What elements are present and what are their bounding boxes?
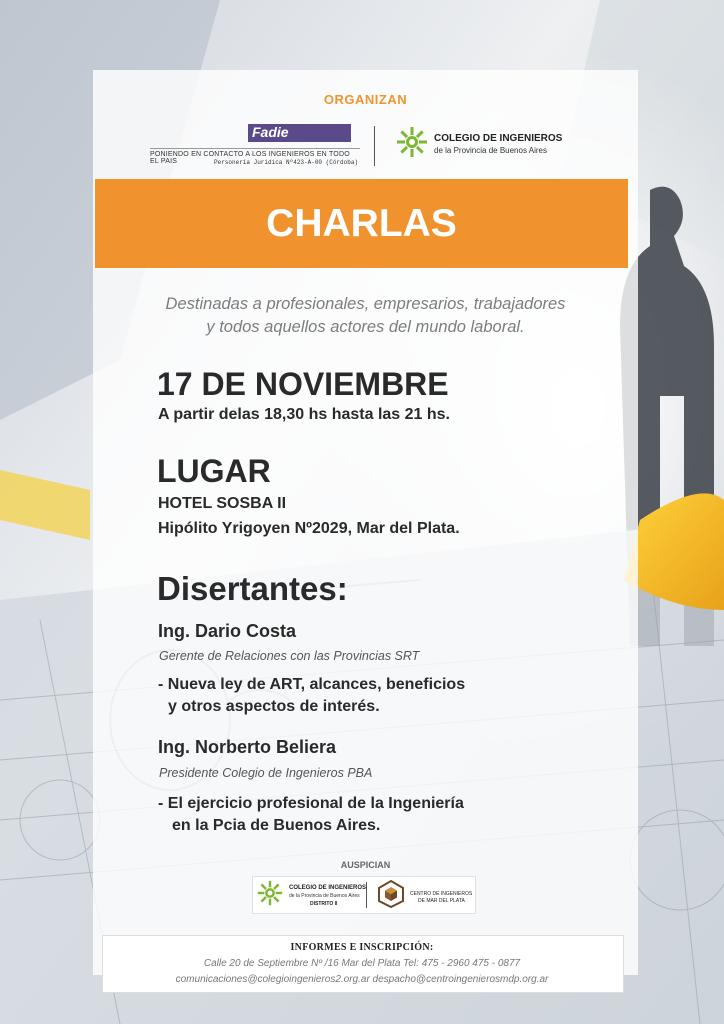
colegio-name: COLEGIO DE INGENIEROS <box>434 133 563 144</box>
sponsor-centro-subtitle: DE MAR DEL PLATA <box>418 898 465 904</box>
sponsor-divider <box>366 882 367 908</box>
venue-title: LUGAR <box>157 453 271 489</box>
banner-title: CHARLAS <box>266 202 457 245</box>
speaker-1-role: Gerente de Relaciones con las Provincias SRT <box>159 649 420 663</box>
colegio-subtitle: de la Provincia de Buenos Aires <box>434 146 547 155</box>
venue-name: HOTEL SOSBA II <box>158 495 287 512</box>
logo-divider <box>374 126 375 166</box>
centro-logo-icon <box>376 879 406 909</box>
sponsor-colegio-name: COLEGIO DE INGENIEROS <box>289 885 367 891</box>
footer-emails: comunicaciones@colegioingenieros2.org.ar despacho@centroingenierosmdp.org.ar <box>175 974 549 985</box>
date-title: 17 DE NOVIEMBRE <box>157 366 449 402</box>
sponsor-centro-name: CENTRO DE INGENIEROS <box>410 891 473 897</box>
organizers-heading: ORGANIZAN <box>323 92 408 107</box>
speaker-1-topic-line-1: - Nueva ley de ART, alcances, beneficios <box>158 676 466 693</box>
fadie-logo <box>248 124 351 142</box>
speaker-1-topic <box>158 674 465 718</box>
venue-address: Hipólito Yrigoyen Nº2029, Mar del Plata. <box>158 520 460 537</box>
speaker-2-name: Ing. Norberto Beliera <box>158 737 337 757</box>
fadie-logo-text: Fadie <box>252 124 289 140</box>
sponsors-heading: AUSPICIAN <box>340 860 391 870</box>
sponsor-colegio-district: DISTRITO II <box>310 901 338 907</box>
footer-title: INFORMES E INSCRIPCIÓN: <box>290 942 434 953</box>
charlas-banner <box>95 179 628 268</box>
speaker-2-topic <box>158 793 464 837</box>
date-schedule: A partir delas 18,30 hs hasta las 21 hs. <box>158 406 450 423</box>
colegio-distrito-logo-icon <box>257 880 283 906</box>
speaker-2-topic-line-2: en la Pcia de Buenos Aires. <box>172 817 381 834</box>
footer-address: Calle 20 de Septiembre Nº /16 Mar del Plata Tel: 475 - 2960 475 - 0877 <box>203 958 521 969</box>
colegio-logo-icon <box>396 126 428 158</box>
intro-text <box>93 293 638 339</box>
fadie-tagline: PONIENDO EN CONTACTO A LOS INGENIEROS EN TODO EL PAIS <box>150 148 360 165</box>
speaker-2-topic-line-1: - El ejercicio profesional de la Ingeniería <box>158 795 464 812</box>
speaker-1-name: Ing. Dario Costa <box>158 621 297 641</box>
speaker-1-topic-line-2: y otros aspectos de interés. <box>168 698 380 715</box>
speakers-title: Disertantes: <box>157 570 348 607</box>
intro-line-2: y todos aquellos actores del mundo laboral. <box>206 318 525 336</box>
intro-line-1: Destinadas a profesionales, empresarios, trabajadores <box>165 295 566 313</box>
sponsor-colegio-subtitle: de la Provincia de Buenos Aires <box>289 893 360 899</box>
fadie-personeria: Personería Jurídica Nº423-A-00 (Córdoba) <box>214 159 359 166</box>
speaker-2-role: Presidente Colegio de Ingenieros PBA <box>159 766 373 780</box>
